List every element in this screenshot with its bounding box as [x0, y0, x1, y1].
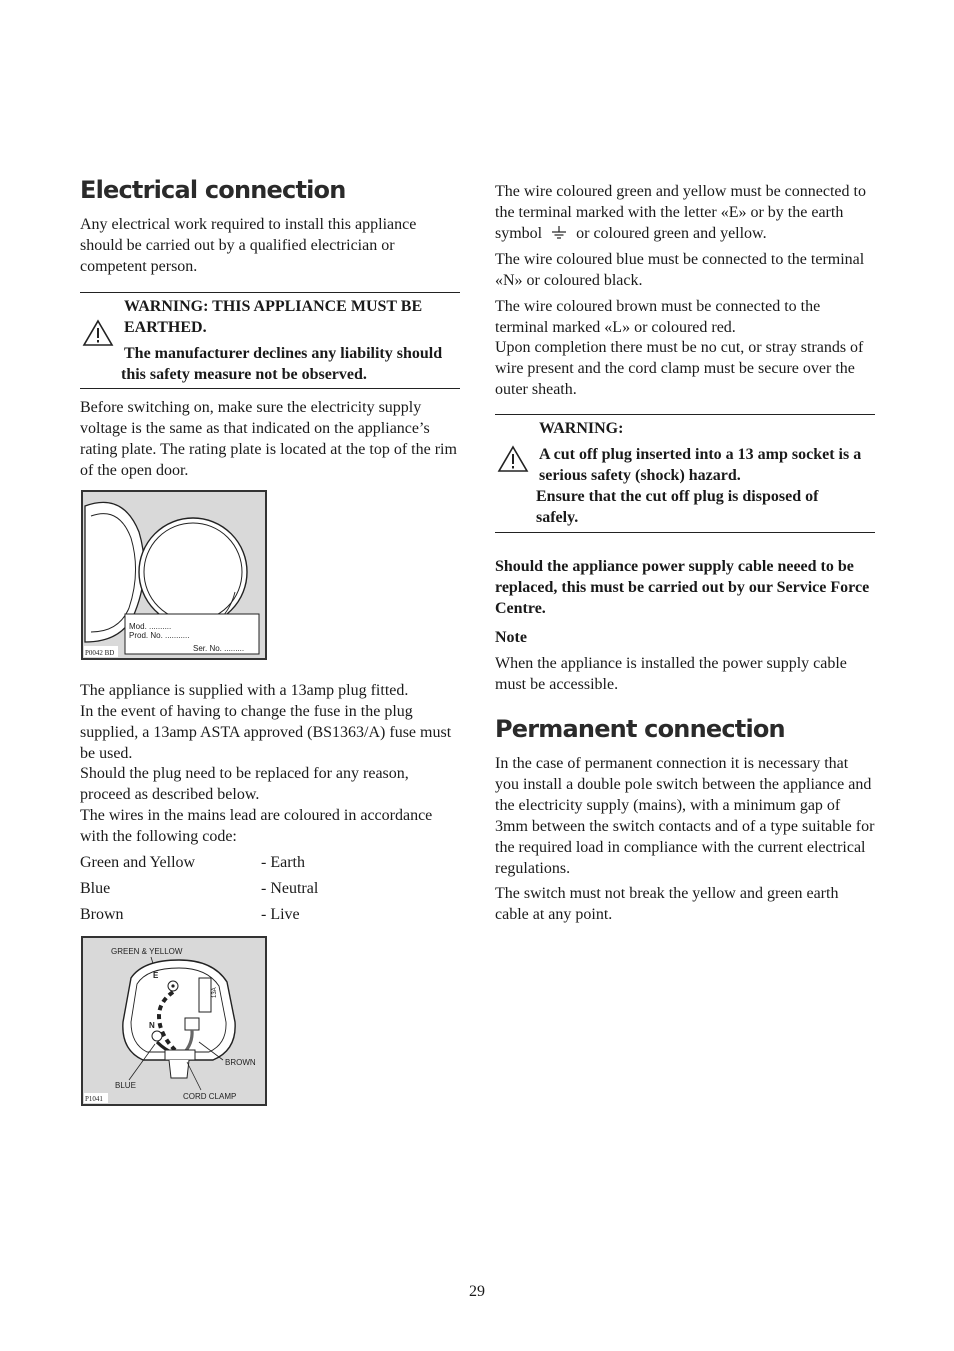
voltage-paragraph: Before switching on, make sure the electricity supply voltage is the same as that indicated on the appliance’s rating plate. The rating plate is located at the top of the rim of the open door.	[80, 399, 457, 479]
rating-prod-label: Prod. No. ...........	[129, 631, 190, 640]
figure-code-p1041: P1041	[85, 1095, 103, 1103]
label-green-yellow: GREEN & YELLOW	[111, 947, 183, 956]
wire-colour: Green and Yellow	[80, 854, 196, 871]
note-title: Note	[495, 629, 527, 646]
green-yellow-text-2b: or coloured green and yellow.	[576, 225, 767, 242]
wire-colour: Blue	[80, 880, 111, 897]
green-yellow-text-2a: earth symbol	[495, 204, 844, 242]
warning-earthed-line2: EARTHED.	[124, 319, 207, 336]
plug-wiring-figure	[81, 936, 267, 1106]
service-force-paragraph: Should the appliance power supply cable neeed to be replaced, this must be carried out by our Service Force Centre.	[495, 558, 870, 617]
terminal-e-label: E	[153, 971, 159, 980]
figure-code-p0042: P0042 BD	[85, 649, 115, 657]
warning-box-earthed	[80, 292, 460, 389]
warning-earthed-body: The manufacturer declines any liability should this safety measure not be observed.	[121, 345, 443, 383]
warning2-title: WARNING:	[539, 420, 624, 437]
heading-electrical-connection: Electrical connection	[80, 176, 346, 204]
permanent-paragraph-2: The switch must not break the yellow and green earth cable at any point.	[495, 885, 839, 923]
warning-triangle-icon	[497, 445, 529, 473]
replace-plug-paragraph: Should the plug need to be replaced for any reason, proceed as described below.	[80, 765, 409, 803]
page-number: 29	[469, 1283, 485, 1300]
heading-permanent-connection: Permanent connection	[495, 715, 785, 743]
green-yellow-paragraph	[495, 181, 875, 244]
permanent-paragraph-1: In the case of permanent connection it is necessary that you install a double pole switch between the appliance and the electricity supply (mains), with a minimum gap of 3mm between the switch contacts and of a type suitable for the required load in compliance with the current electrical regulations.	[495, 755, 875, 877]
rating-plate-figure	[81, 490, 267, 660]
wire-meaning: - Live	[261, 906, 300, 923]
blue-wire-paragraph: The wire coloured blue must be connected to the terminal «N» or coloured black.	[495, 251, 865, 289]
plug-paragraph: The appliance is supplied with a 13amp plug fitted.	[80, 682, 409, 699]
fuse-13a-label: 13A	[212, 987, 218, 998]
brown-wire-paragraph: The wire coloured brown must be connected to the terminal marked «L» or coloured red.	[495, 298, 821, 336]
wire-colour: Brown	[80, 906, 124, 923]
intro-paragraph: Any electrical work required to install this appliance should be carried out by a qualified electrician or competent person.	[80, 216, 417, 275]
warning-earthed-line1: WARNING: THIS APPLIANCE MUST BE	[124, 298, 423, 315]
washing-machine-door-illustration	[83, 492, 265, 658]
warning-triangle-icon	[82, 319, 114, 347]
fuse-paragraph: In the event of having to change the fuse in the plug supplied, a 13amp ASTA approved (BS1363/A) fuse must be used.	[80, 703, 452, 762]
label-cord-clamp: CORD CLAMP	[183, 1092, 237, 1101]
warning2-line2: Ensure that the cut off plug is disposed of safely.	[536, 488, 819, 526]
warning-box-cut-off-plug	[495, 414, 875, 533]
rating-ser-label: Ser. No. .........	[193, 644, 245, 653]
completion-paragraph: Upon completion there must be no cut, or stray strands of wire present and the cord clamp must be secure over the outer sheath.	[495, 339, 864, 398]
label-brown: BROWN	[225, 1058, 256, 1067]
note-body: When the appliance is installed the power supply cable must be accessible.	[495, 655, 847, 693]
warning2-line1: A cut off plug inserted into a 13 amp socket is a serious safety (shock) hazard.	[539, 446, 862, 484]
label-blue: BLUE	[115, 1081, 136, 1090]
wire-colours-paragraph: The wires in the mains lead are coloured in accordance with the following code:	[80, 807, 433, 845]
green-yellow-text-1: The wire coloured green and yellow must be connected to the terminal marked with the letter «E» or by the	[495, 183, 866, 221]
wire-meaning: - Neutral	[261, 880, 319, 897]
wire-meaning: - Earth	[261, 854, 305, 871]
earth-symbol-icon	[550, 225, 568, 241]
plug-wiring-illustration	[83, 938, 265, 1104]
rating-mod-label: Mod. ..........	[129, 622, 172, 631]
terminal-n-label: N	[149, 1021, 155, 1030]
